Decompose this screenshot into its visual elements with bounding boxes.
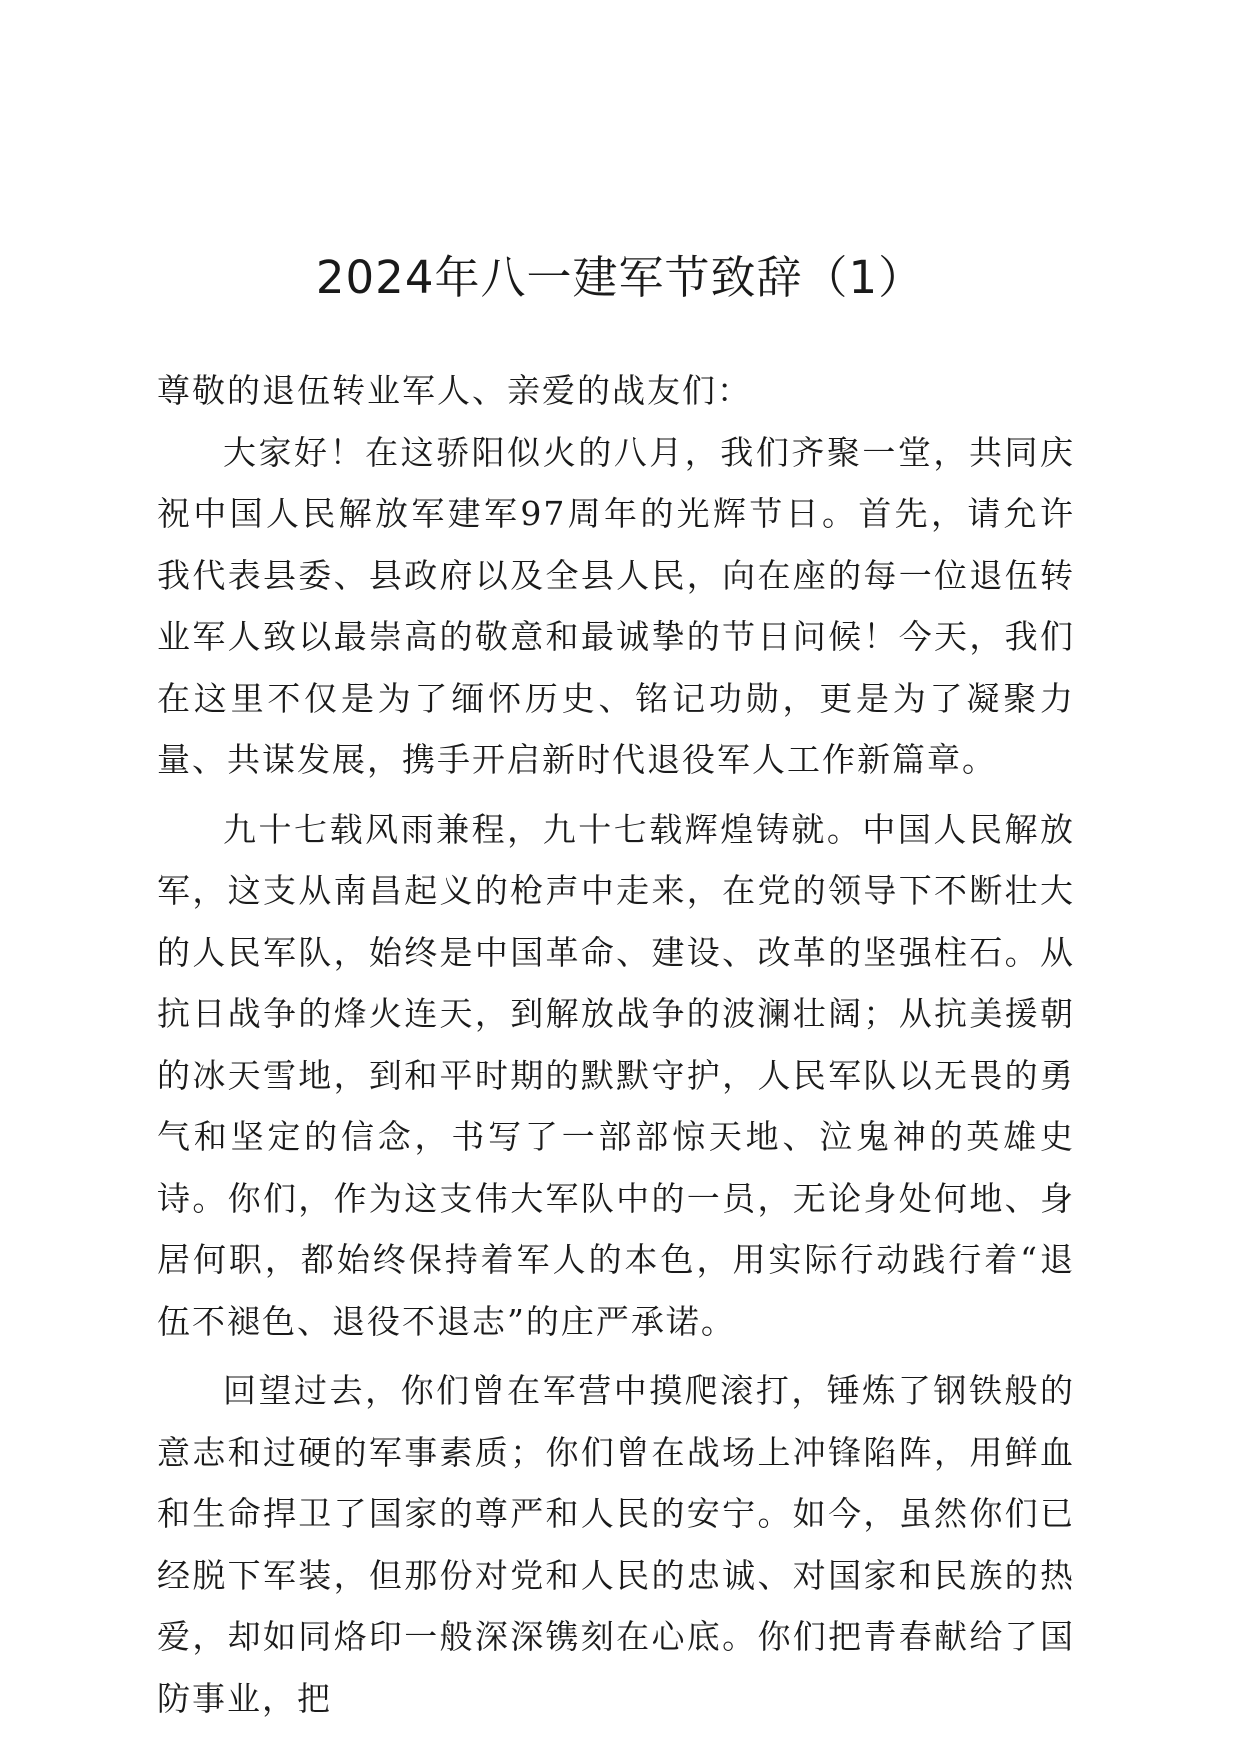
- salutation: 尊敬的退伍转业军人、亲爱的战友们：: [157, 371, 752, 410]
- paragraph-2: 九十七载风雨兼程，九十七载辉煌铸就。中国人民解放军，这支从南昌起义的枪声中走来，在党的领导下不断壮大的人民军队，始终是中国革命、建设、改革的坚强柱石。从抗日战争的烽火连天，到解放战争的波澜壮阔；从抗美援朝的冰天雪地，到和平时期的默默守护，人民军队以无畏的勇气和坚定的信念，书写了一部部惊天地、泣鬼神的英雄史诗。你们，作为这支伟大军队中的一员，无论身处何地、身居何职，都始终保持着军人的本色，用实际行动践行着“退伍不褪色、退役不退志”的庄严承诺。: [157, 809, 1075, 1341]
- paragraph-1: 大家好！在这骄阳似火的八月，我们齐聚一堂，共同庆祝中国人民解放军建军97周年的光辉节日。首先，请允许我代表县委、县政府以及全县人民，向在座的每一位退伍转业军人致以最崇高的敬意和最诚挚的节日问候！今天，我们在这里不仅是为了缅怀历史、铭记功勋，更是为了凝聚力量、共谋发展，携手开启新时代退役军人工作新篇章。: [157, 432, 1075, 779]
- document-title: 2024年八一建军节致辞（1）: [315, 251, 925, 304]
- document-body: [157, 360, 1075, 1729]
- paragraph-3: 回望过去，你们曾在军营中摸爬滚打，锤炼了钢铁般的意志和过硬的军事素质；你们曾在战场上冲锋陷阵，用鲜血和生命捍卫了国家的尊严和人民的安宁。如今，虽然你们已经脱下军装，但那份对党和人民的忠诚、对国家和民族的热爱，却如同烙印一般深深镌刻在心底。你们把青春献给了国防事业，把: [157, 1371, 1075, 1718]
